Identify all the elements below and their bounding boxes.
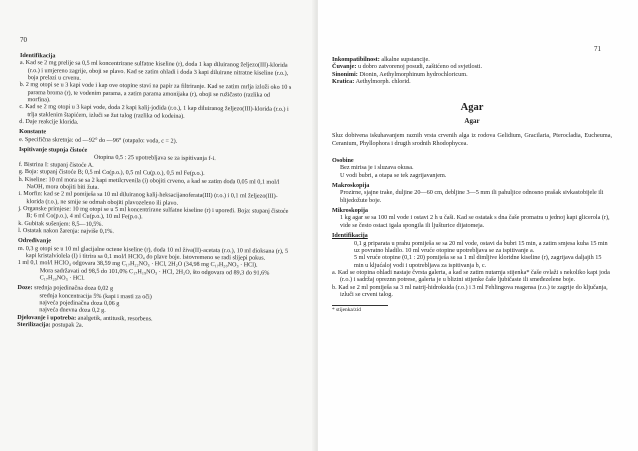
odredjivanje-heading: Određivanje — [17, 238, 52, 245]
djelovanje-label: Djelovanje i upotreba: — [17, 314, 77, 322]
doze-value: srednja koncentracija 5% (kapi i masti za oči) — [39, 292, 152, 301]
ispitivanje-item: j. Organske primjese: 10 mg otopi se u 5 ml koncentrirane sulfatne kiseline (r) i uporedi. Boja: stupanj čistoće B; 6 ml Co(p.o.), 4 ml Cu(p.o.), 10 ml Fe(p.o.). — [18, 205, 289, 221]
cuvanje-line — [332, 63, 612, 70]
doze-label: Doze: — [17, 285, 33, 292]
identifikacija-intro: 0,1 g priparata u prahu pomiješa se sa 20 ml vode, ostavi da bubri 15 min, a zatim smjesa kuha 15 min uz povratno hladilo. 10 ml vruće otopine upotrebljava se za ispitivanje a. — [354, 239, 608, 254]
identifikacija-item: a. Kad se 2 mg prelije sa 0,5 ml koncentrirane sulfatne kiseline (r), doda 1 kap diluiranog željezo(III)-klorida (r.o.) i umjereno zagrije, oboji se plavo. Kad se zatim ohladi i doda 3 kapi diluirane nitratne kiseline (r.o.), boja prelazi u crvenu. — [19, 60, 289, 82]
footnote: * stijenka/zid — [332, 307, 361, 314]
sinonimi-label: Sinonimi: — [332, 70, 358, 78]
makroskopija-heading: Makroskopija — [332, 182, 370, 190]
ispitivanje-item: l. Ostatak nakon žarenja: najviše 0,1%. — [18, 227, 115, 235]
page-number-left: 70 — [20, 36, 27, 44]
cuvanje-label: Čuvanje: — [332, 63, 357, 71]
identifikacija-item: c. Kad se 2 mg otopi u 3 kapi vode, doda 2 kapi kalij-jodida (r.o.), 1 kap diluiranog željezo(III)-klorida (r.o.) i trlja staklenim štapićem, izluči se žut talog (razlika od kodeina). — [19, 104, 289, 120]
ispitivanje-item: k. Gubitak sušenjem: 8,5—10,5%. — [18, 220, 104, 228]
monograph-intro: Sluz dobivena iskuhavanjem raznih vrsta crvenih alga iz rodova Gelidium, Gracilaria, Pterocladia, Eucheuma, Ceranium, Phyllophora i drugih srodnih Rhodophycea. — [332, 132, 612, 147]
right-column — [332, 56, 612, 315]
osobine-line: Bez mirisa je i sluzava okusa. — [340, 164, 414, 172]
konstante-heading: Konstante — [19, 129, 47, 136]
kratica-line — [332, 78, 612, 85]
sterilizacija-label: Sterilizacija: — [17, 322, 51, 329]
sterilizacija-line — [17, 322, 289, 332]
osobine-line: U vodi bubri, a otapa se tek zagrijavanjem. — [340, 171, 447, 179]
left-column — [17, 53, 292, 332]
sinonimi-text: Dionin, Aethylmorphinum hydrochloricum. — [359, 70, 468, 78]
osobine-heading: Osobine — [332, 157, 354, 165]
ispitivanje-intro: Otopina 0,5 : 25 upotrebljava se za ispitivanja f-i. — [93, 155, 216, 163]
identifikacija-item: d. Daje reakcije klorida. — [19, 119, 79, 126]
doze-value: najveća pojedinačna doza 0,06 g — [39, 300, 120, 308]
konstante-item: e. Specifična skretnja: od —92° do —96° (otapalo: voda, c = 2). — [19, 136, 178, 145]
ispitivanje-heading: Ispitivanje stupnja čistoće — [18, 147, 88, 154]
left-page — [0, 0, 318, 451]
page-number-right: 71 — [594, 45, 601, 53]
cuvanje-text: u dobro zatvorenoj posudi, zaštićeno od svjetlosti. — [357, 63, 483, 71]
mikroskopija-text: 1 kg agar se sa 100 ml vode i ostavi 2 h u čaši. Kad se ostatak s dna čaše promatra u jednoj kapi glicerola (r), vide se često ostaci igala spongila ili ljušturice dijatomeja. — [340, 214, 610, 229]
inkompatibilnost-label: Inkompatibilnost: — [332, 56, 380, 63]
inkompatibilnost-text: alkalne supstancije. — [381, 56, 430, 63]
makroskopija-text: Prozirne, sjajne trake, duljine 20—60 cm, debljine 3—5 mm ili pahuljice odnosno prašak sivkastobijele ili blijedožute boje. — [340, 189, 604, 204]
monograph-title: Agar — [460, 102, 484, 114]
identifikacija-item-right: b. Kad se 2 ml pomiješa sa 3 ml natrij-hidroksida (r.o.) i 3 ml Fehlingova reagensa (r.o.) te zagrije do ključanja, izluči se crveni talog. — [332, 283, 608, 298]
odredjivanje-item: Mora sadržavati od 98,5 do 101,0% C₁₇H₁₉NO₃ · HCl, 2H₂O, što odgovara od 89,3 do 91,6% C₁₇H₂₀NO₃ · HCl. — [39, 267, 270, 282]
odredjivanje-item: 1 ml 0,1 mol/l HClO₄ odgovara 38,59 mg C₁₇H₂₂NO₃ · HCl, 2H₂O (34,98 mg C₁₇H₂₀NO₃ · HCl). — [17, 260, 258, 269]
identifikacija-item: b. 2 mg otopi se u 3 kapi vode i kap ove otopine stavi na papir za filtriranje. Kad se zatim mrlja izloži oko 10 s parama broma (r), te vodenim parama, a zatim parama amonijaka (r), oboji se ružičasto (razlika od morfina). — [19, 82, 292, 104]
ispitivanje-item: f. Bistrina I: stupanj čistoće A. — [18, 161, 94, 169]
right-page — [318, 0, 638, 451]
mikroskopija-heading: Mikroskopija — [332, 207, 368, 215]
djelovanje-text: analgetik, antitusik, resorbens. — [77, 315, 153, 323]
identifikacija-heading-right: Identifikacija — [332, 232, 368, 240]
ispitivanje-item: g. Boja: stupanj čistoće B; 0,5 ml Co(p.o.), 0,5 ml Cu(p.o.), 0,5 ml Fe(p.o.). — [18, 169, 205, 178]
ispitivanje-item: i. Morfin: kad se 2 ml pomiješa sa 10 ml diluiranog kalij-heksacijanoferata(III) (r.o.) i 0,1 ml željezo(III)-klorida (r.o.), ne smije se odmah obojiti plavozeleno ili plavo. — [18, 191, 278, 207]
kratica-text: Aethylmorph. chlorid. — [355, 78, 411, 86]
monograph-subtitle: Agar — [464, 117, 480, 126]
footnote-rule — [332, 305, 388, 306]
sterilizacija-text: postupak 2a. — [52, 322, 84, 329]
doze-value: najveća dnevna doza 0,2 g. — [39, 307, 106, 315]
identifikacija-heading: Identifikacija — [19, 53, 56, 60]
kratica-label: Kratica: — [332, 78, 355, 86]
ispitivanje-item: h. Kiseline: 10 ml mora se sa 2 kapi metilcrvenila (i) obojiti crveno, a kad se zatim doda 0,05 ml 0,1 mol/l NaOH, mora obojiti biti žuta. — [18, 176, 280, 191]
identifikacija-note: 5 ml vruće otopine (0,1 : 20) pomiješa se sa 1 ml dimljive kloridne kiseline (r), zagrijava daljajih 15 min u kljućaloj vodi i upotrebljava za ispitivanja b, c. — [354, 254, 602, 269]
odredjivanje-item: m. 0,3 g otopi se u 10 ml glacijalne octene kiseline (r), doda 10 ml živa(II)-acetata (r.o.), 10 ml dioksana (r), 5 kapi kristalviolela (I) i titrira sa 0,1 mol/l HClO₄ do plave boje. Istovremeno se radi slijepi pokus. — [17, 245, 289, 262]
doze-value: srednja pojedinačna doza 0,02 g — [34, 285, 114, 293]
identifikacija-item-right: a. Kad se otopina ohladi nastaje čvrsta galerta, a kad se zatim nutarnja stijenka* čaše ovlaži s nekoliko kapi joda (r.o.) i sadržaj opreznn potrese, galerta je u blizini stijenke čaše ljubičaste ili smeđezelene boje. — [332, 268, 610, 284]
sinonimi-line — [332, 71, 612, 78]
